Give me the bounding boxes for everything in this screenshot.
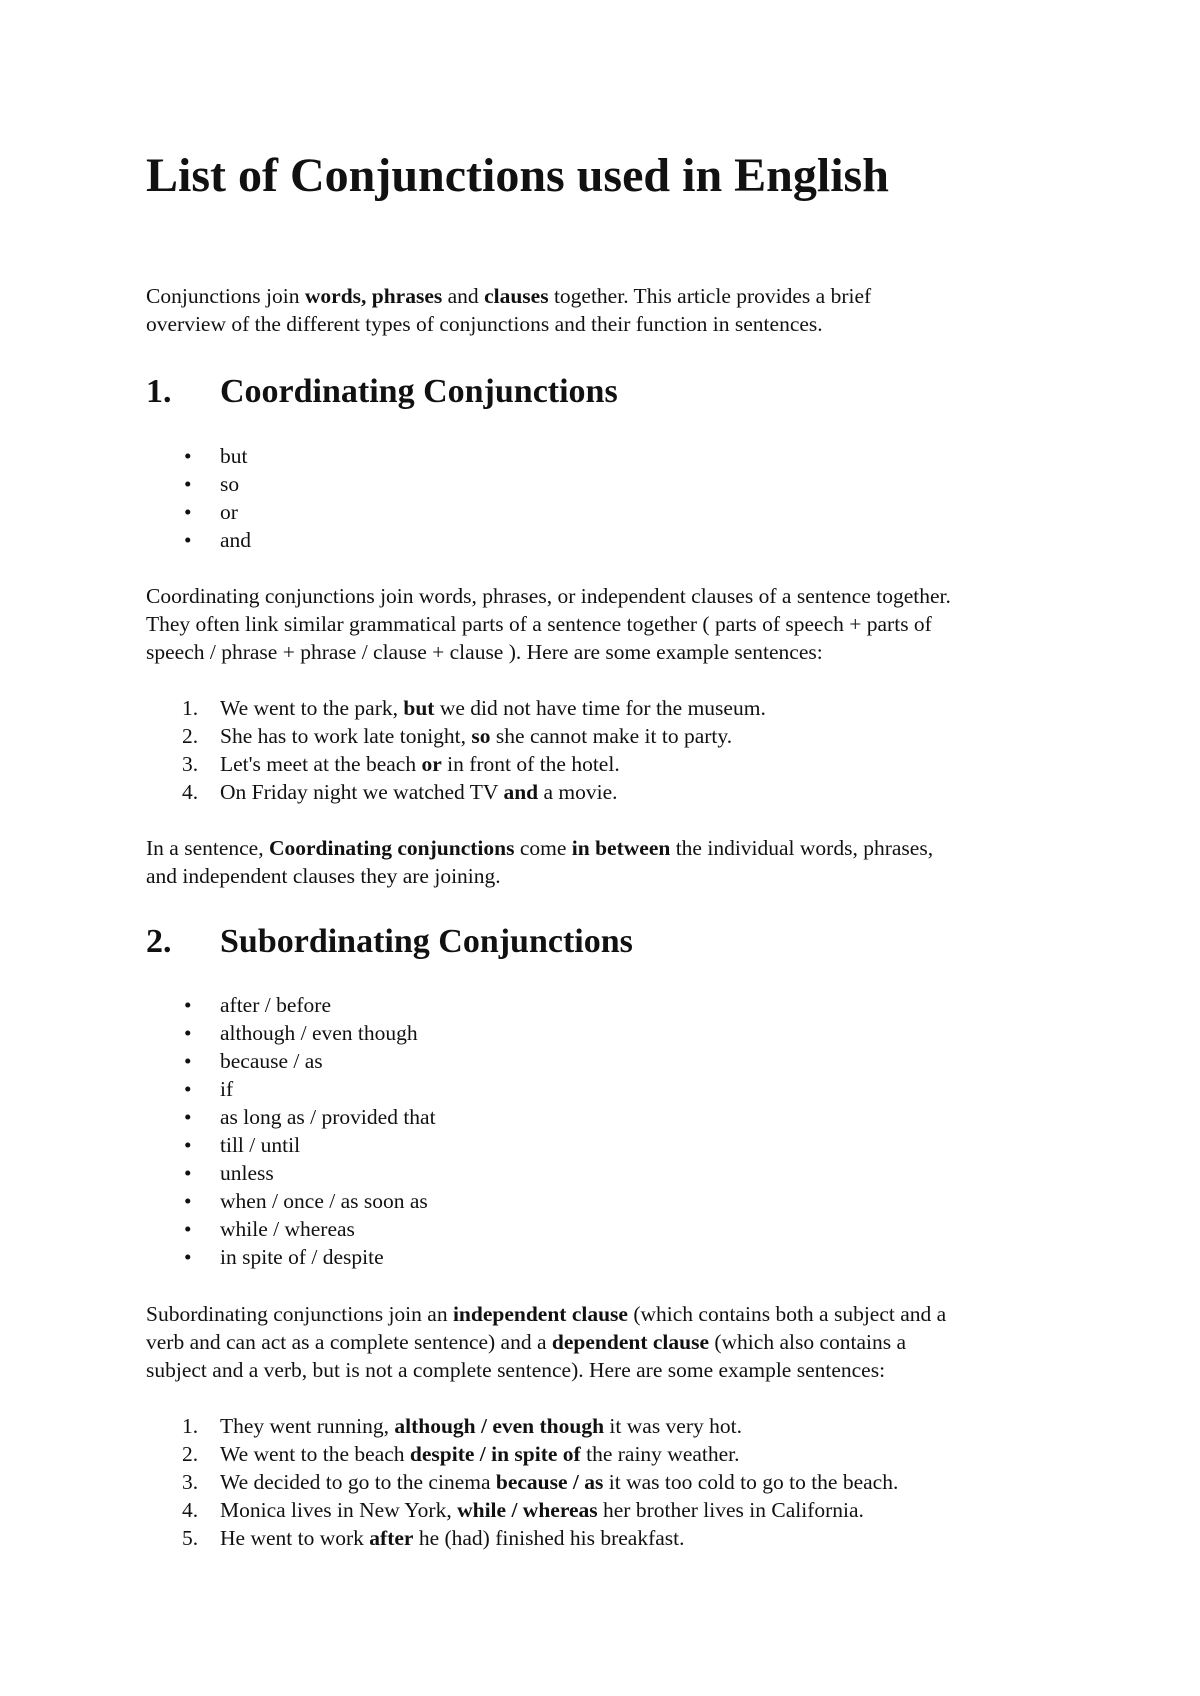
example-conjunction: despite / in spite of: [409, 1442, 581, 1466]
subordinating-desc-line-2: [146, 1328, 906, 1356]
desc-text: (which also contains a: [709, 1330, 907, 1354]
list-item-text: as long as / provided that: [220, 1105, 436, 1129]
example-number: 4.: [182, 780, 199, 804]
example-text: We went to the park,: [220, 696, 404, 720]
list-item-text: after / before: [220, 993, 332, 1017]
note-text: In a sentence,: [146, 836, 269, 860]
section-number: 2.: [146, 923, 172, 960]
bullet: •: [184, 444, 192, 468]
example-number: 1.: [182, 1414, 199, 1438]
example-sentence: [146, 778, 766, 806]
coordinating-desc-line-1: Coordinating conjunctions join words, phrases, or independent clauses of a sentence together.: [146, 584, 951, 608]
intro-text: Conjunctions join: [146, 284, 305, 308]
example-number: 5.: [182, 1526, 199, 1550]
example-text: the rainy weather.: [580, 1442, 740, 1466]
section-number: 1.: [146, 373, 172, 410]
list-item-text: although / even though: [220, 1021, 418, 1045]
bullet: •: [184, 1133, 192, 1157]
example-sentence: [146, 750, 766, 778]
desc-text: (which contains both a subject and a: [627, 1302, 947, 1326]
bullet: •: [184, 1161, 192, 1185]
list-item: [146, 1215, 436, 1243]
coordinating-note-line-1: [146, 834, 933, 862]
example-text: On Friday night we watched TV: [220, 780, 504, 804]
note-bold-term: Coordinating conjunctions: [268, 836, 515, 860]
list-item: [146, 1103, 436, 1131]
coordinating-desc-line-3: speech / phrase + phrase / clause + clause ). Here are some example sentences:: [146, 640, 823, 664]
desc-bold-term: independent clause: [452, 1302, 628, 1326]
example-conjunction: so: [471, 724, 491, 748]
list-item: [146, 991, 436, 1019]
section-heading-coordinating: [146, 370, 618, 414]
list-item: [146, 470, 251, 498]
list-item-text: unless: [220, 1161, 274, 1185]
example-text: Monica lives in New York,: [220, 1498, 458, 1522]
section-title: Subordinating Conjunctions: [220, 923, 633, 960]
example-text: Let's meet at the beach: [220, 752, 422, 776]
list-item-text: when / once / as soon as: [220, 1189, 428, 1213]
coordinating-examples-list: [146, 694, 766, 806]
bullet: •: [184, 1021, 192, 1045]
list-item-text: till / until: [220, 1133, 301, 1157]
subordinating-examples-list: [146, 1412, 898, 1552]
desc-text: verb and can act as a complete sentence) and a: [146, 1330, 552, 1354]
list-item: [146, 498, 251, 526]
list-item: [146, 1159, 436, 1187]
example-text: She has to work late tonight,: [220, 724, 472, 748]
example-text: They went running,: [220, 1414, 395, 1438]
bullet: •: [184, 528, 192, 552]
list-item-text: but: [220, 444, 248, 468]
section-title: Coordinating Conjunctions: [220, 373, 618, 410]
example-sentence: [146, 1440, 898, 1468]
page-title: List of Conjunctions used in English: [146, 149, 889, 202]
bullet: •: [184, 1217, 192, 1241]
section-heading-subordinating: [146, 920, 633, 964]
example-text: a movie.: [538, 780, 618, 804]
example-text: he (had) finished his breakfast.: [413, 1526, 685, 1550]
example-conjunction: but: [403, 696, 435, 720]
example-text: We decided to go to the cinema: [220, 1470, 496, 1494]
subordinating-desc-line-1: [146, 1300, 946, 1328]
example-text: her brother lives in California.: [597, 1498, 864, 1522]
list-item: [146, 1131, 436, 1159]
list-item: [146, 442, 251, 470]
subordinating-conjunctions-list: [146, 991, 436, 1271]
bullet: •: [184, 1245, 192, 1269]
list-item: [146, 1019, 436, 1047]
list-item-text: if: [220, 1077, 234, 1101]
example-conjunction: or: [421, 752, 442, 776]
bullet: •: [184, 1105, 192, 1129]
list-item-text: because / as: [220, 1049, 323, 1073]
list-item: [146, 1075, 436, 1103]
example-text: We went to the beach: [220, 1442, 410, 1466]
coordinating-desc-line-2: They often link similar grammatical parts of a sentence together ( parts of speech + parts of: [146, 612, 932, 636]
example-text: it was too cold to go to the beach.: [603, 1470, 899, 1494]
intro-bold-term: words, phrases: [304, 284, 443, 308]
bullet: •: [184, 500, 192, 524]
bullet: •: [184, 993, 192, 1017]
intro-text: and: [442, 284, 485, 308]
list-item-text: and: [220, 528, 252, 552]
example-number: 3.: [182, 752, 199, 776]
example-text: we did not have time for the museum.: [434, 696, 766, 720]
example-sentence: [146, 1524, 898, 1552]
example-conjunction: while / whereas: [457, 1498, 598, 1522]
example-sentence: [146, 1496, 898, 1524]
example-number: 1.: [182, 696, 199, 720]
bullet: •: [184, 472, 192, 496]
bullet: •: [184, 1189, 192, 1213]
example-conjunction: after: [369, 1526, 414, 1550]
list-item-text: in spite of / despite: [220, 1245, 384, 1269]
example-text: in front of the hotel.: [441, 752, 620, 776]
example-sentence: [146, 1468, 898, 1496]
coordinating-conjunctions-list: [146, 442, 251, 554]
note-text: the individual words, phrases,: [670, 836, 934, 860]
example-sentence: [146, 694, 766, 722]
list-item-text: while / whereas: [220, 1217, 355, 1241]
subordinating-desc-line-3: subject and a verb, but is not a complete sentence). Here are some example sentences:: [146, 1358, 886, 1382]
intro-line-1: [146, 282, 871, 310]
coordinating-note-line-2: and independent clauses they are joining.: [146, 864, 501, 888]
example-number: 2.: [182, 724, 199, 748]
example-sentence: [146, 1412, 898, 1440]
example-number: 4.: [182, 1498, 199, 1522]
desc-text: Subordinating conjunctions join an: [146, 1302, 453, 1326]
example-number: 3.: [182, 1470, 199, 1494]
intro-line-2: overview of the different types of conjunctions and their function in sentences.: [146, 312, 823, 336]
intro-bold-term: clauses: [484, 284, 549, 308]
example-text: she cannot make it to party.: [490, 724, 733, 748]
list-item: [146, 1047, 436, 1075]
example-number: 2.: [182, 1442, 199, 1466]
intro-text: together. This article provides a brief: [548, 284, 872, 308]
example-sentence: [146, 722, 766, 750]
list-item: [146, 1243, 436, 1271]
list-item-text: so: [220, 472, 240, 496]
example-conjunction: and: [503, 780, 539, 804]
desc-bold-term: dependent clause: [551, 1330, 709, 1354]
example-text: He went to work: [220, 1526, 370, 1550]
example-conjunction: because / as: [495, 1470, 604, 1494]
example-text: it was very hot.: [604, 1414, 742, 1438]
note-text: come: [514, 836, 572, 860]
list-item: [146, 1187, 436, 1215]
list-item: [146, 526, 251, 554]
list-item-text: or: [220, 500, 238, 524]
note-bold-term: in between: [571, 836, 671, 860]
bullet: •: [184, 1077, 192, 1101]
bullet: •: [184, 1049, 192, 1073]
example-conjunction: although / even though: [394, 1414, 605, 1438]
